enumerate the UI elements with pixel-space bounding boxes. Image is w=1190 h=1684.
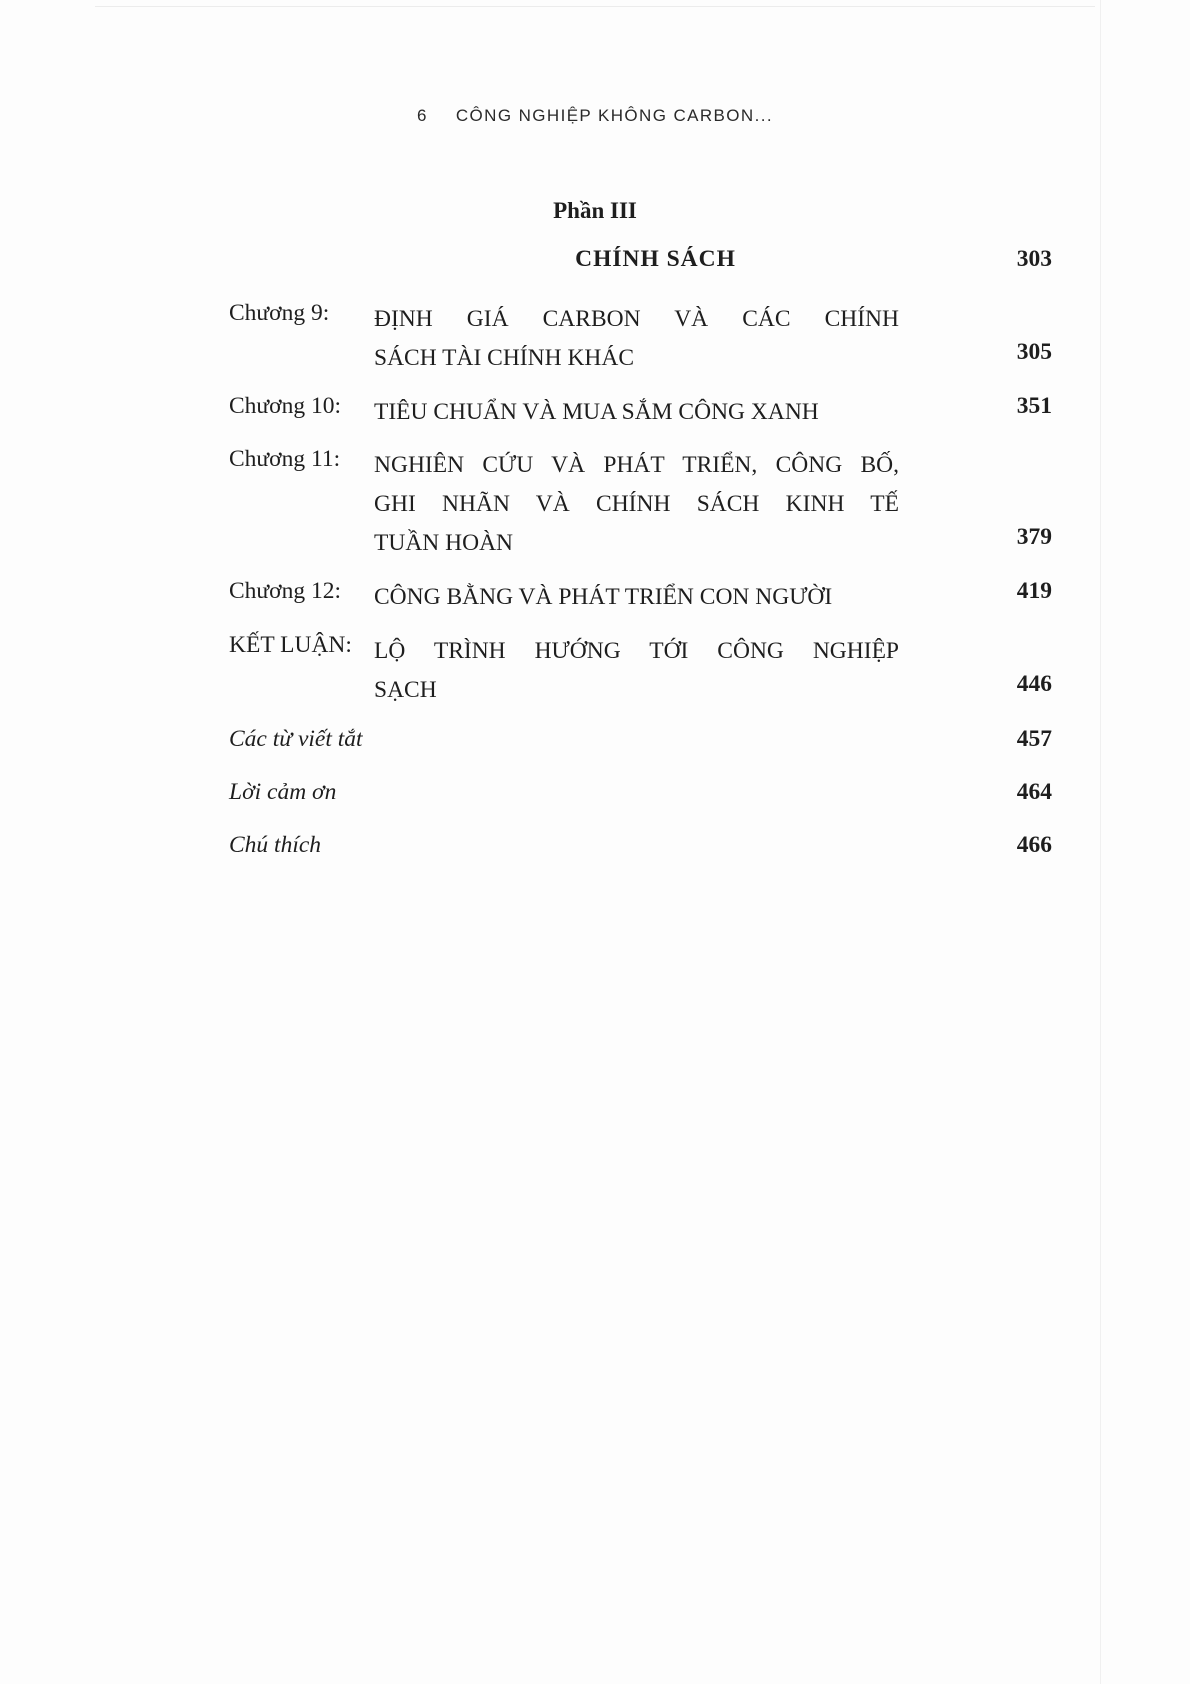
header-page-number: 6 [417,106,428,125]
chapter-title [374,578,899,617]
chapter-page-number: 305 [1016,339,1052,365]
chapter-page-number: 419 [1016,578,1052,604]
chapter-page-number: 379 [1016,524,1052,550]
back-matter-label: Các từ viết tắt [229,726,363,752]
chapter-title-line: LỘ TRÌNH HƯỚNG TỚI CÔNG NGHIỆP [374,638,899,664]
chapter-title [374,300,899,378]
back-matter-label: Chú thích [229,832,322,858]
chapter-title [374,632,899,710]
chapter-label: KẾT LUẬN: [229,632,352,658]
chapter-title-line: SẠCH [374,677,437,703]
back-matter-page-number: 457 [1016,726,1052,752]
chapter-title-line: SÁCH TÀI CHÍNH KHÁC [374,345,635,371]
chapter-label: Chương 11: [229,446,341,472]
back-matter-page-number: 466 [1016,832,1052,858]
running-header [0,106,1190,126]
chapter-title-line: TIÊU CHUẨN VÀ MUA SẮM CÔNG XANH [374,399,819,425]
chapter-label: Chương 10: [229,393,341,419]
part-page-number: 303 [1016,246,1052,272]
part-label: Phần III [553,198,637,223]
chapter-title-line: CÔNG BẰNG VÀ PHÁT TRIỂN CON NGƯỜI [374,584,833,610]
chapter-title-line: TUẦN HOÀN [374,530,514,556]
chapter-label: Chương 12: [229,578,341,604]
page-edge-top [95,6,1095,7]
chapter-title-line: GHI NHÃN VÀ CHÍNH SÁCH KINH TẾ [374,491,899,517]
chapter-title [374,446,899,563]
back-matter-label: Lời cảm ơn [229,779,337,805]
page-edge-right [1100,0,1101,1684]
header-running-title: CÔNG NGHIỆP KHÔNG CARBON... [455,106,773,125]
part-title: CHÍNH SÁCH [575,246,736,272]
chapter-title [374,393,899,432]
chapter-title-line: ĐỊNH GIÁ CARBON VÀ CÁC CHÍNH [374,306,899,332]
chapter-page-number: 351 [1016,393,1052,419]
chapter-page-number: 446 [1016,671,1052,697]
chapter-label: Chương 9: [229,300,330,326]
chapter-title-line: NGHIÊN CỨU VÀ PHÁT TRIỂN, CÔNG BỐ, [374,452,899,478]
back-matter-page-number: 464 [1016,779,1052,805]
